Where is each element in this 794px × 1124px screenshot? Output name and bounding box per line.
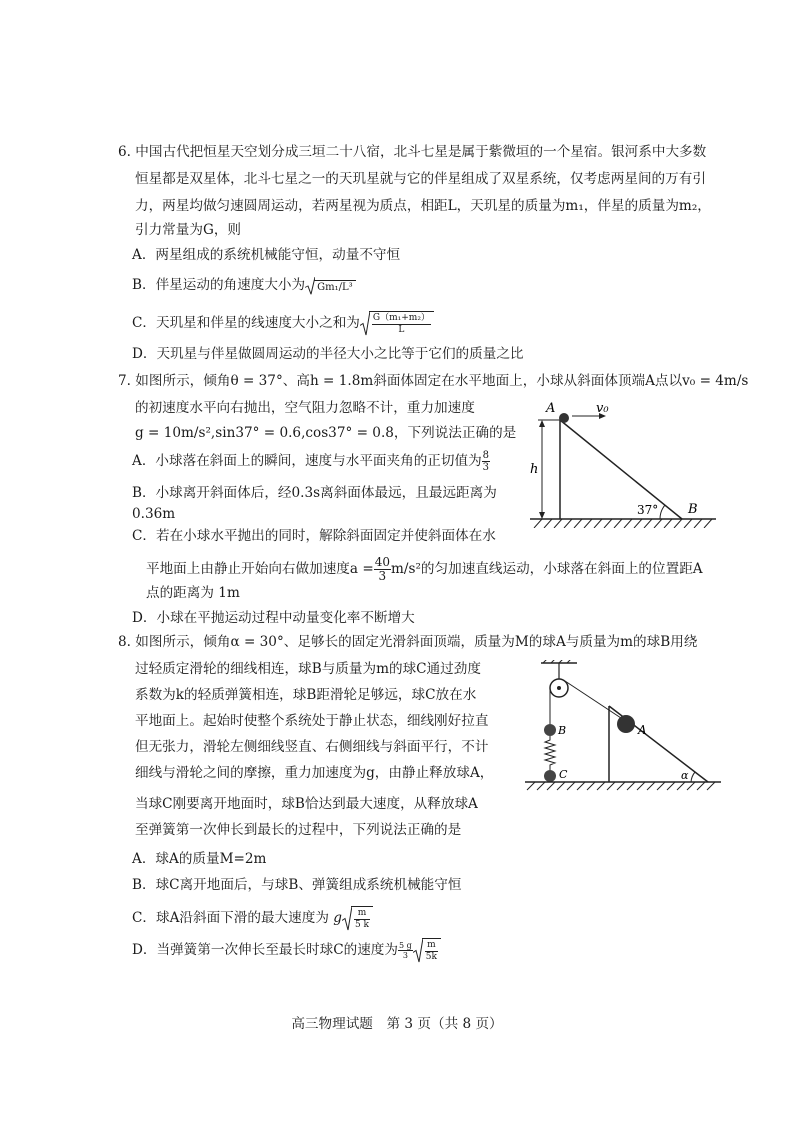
q7-option-c-line-1: C．若在小球水平抛出的同时，解除斜面固定并使斜面体在水 [132, 528, 496, 544]
q7-stem-line-3: g = 10m/s²,sin37° = 0.6,cos37° = 0.8，下列说法正确的是 [135, 425, 517, 441]
q8-option-c-g: g [333, 910, 342, 926]
q8-option-d-denominator: 5k [425, 952, 437, 962]
q7-label-h: h [530, 462, 539, 477]
q7-option-a-denominator: 3 [482, 462, 490, 473]
q6-option-b-expr: Gm₁/L³ [314, 280, 356, 293]
q7-option-b-line-1: B．小球离开斜面体后，经0.3s离斜面体最远，且最远距离为 [132, 485, 497, 501]
q8-pulley-figure [515, 660, 725, 792]
q7-ball [559, 413, 569, 423]
q8-stem-line-2: 过轻质定滑轮的细线相连，球B与质量为m的球C通过劲度 [135, 661, 481, 677]
q6-option-b-sqrt [305, 277, 356, 295]
q6-option-b [132, 276, 356, 295]
q7-label-v0: v₀ [596, 401, 609, 416]
q6-option-a: A．两星组成的系统机械能守恒，动量不守恒 [132, 247, 401, 263]
q6-option-c-denominator: L [398, 325, 405, 335]
q7-label-b: B [688, 502, 698, 517]
page-footer: 高三物理试题 第 3 页（共 8 页） [291, 1016, 503, 1032]
q6-option-c-text: C．天玑星和伴星的线速度大小之和为 [132, 315, 360, 331]
q8-stem-line-5: 但无张力，滑轮左侧细线竖直、右侧细线与斜面平行，不计 [135, 739, 489, 755]
q8-option-d-text: D．当弹簧第一次伸长至最长时球C的速度为 [132, 942, 398, 958]
q8-option-d-coef-denominator: 3 [402, 951, 408, 960]
q6-stem-line-3: 力，两星均做匀速圆周运动，若两星视为质点，相距L，天玑星的质量为m₁，伴星的质量为m₂， [135, 198, 711, 214]
q8-stem-line-8: 至弹簧第一次伸长到最长的过程中，下列说法正确的是 [135, 822, 462, 838]
q7-option-c-line-2-suffix: m/s²的匀加速直线运动，小球落在斜面上的位置距A [391, 561, 703, 577]
q7-option-b-line-2: 0.36m [132, 506, 176, 522]
q8-option-c-text: C．球A沿斜面下滑的最大速度为 [132, 910, 329, 926]
q8-option-a: A．球A的质量M=2m [132, 851, 267, 867]
q8-option-c-sqrt [342, 906, 373, 931]
q8-stem-line-7: 当球C刚要离开地面时，球B恰达到最大速度，从释放球A [135, 796, 478, 812]
q8-option-c [132, 906, 373, 931]
q8-ball-b [544, 724, 556, 736]
q8-label-c: C [559, 768, 568, 781]
q7-option-c-line-2 [146, 556, 703, 583]
q6-option-b-text: B．伴星运动的角速度大小为 [132, 277, 306, 293]
q7-incline-slope [560, 420, 682, 519]
q7-option-c-line-3: 点的距离为 1m [146, 585, 240, 601]
q8-option-b: B．球C离开地面后，与球B、弹簧组成系统机械能守恒 [132, 877, 462, 893]
q8-ball-a [617, 715, 635, 733]
q8-stem-line-1: 8. 如图所示，倾角α = 30°、足够长的固定光滑斜面顶端，质量为M的球A与质量为m的球B用绕 [118, 634, 698, 650]
q6-option-c-numerator: G（m₁+m₂） [372, 313, 430, 323]
q7-label-angle: 37° [637, 503, 659, 517]
q7-option-a-numerator: 8 [482, 450, 490, 461]
q8-ball-c [544, 770, 556, 782]
q7-option-c-fraction-denominator: 3 [378, 569, 387, 583]
q8-option-d-coef-numerator: 5 g [399, 941, 412, 950]
q7-option-a-text: A．小球落在斜面上的瞬间，速度与水平面夹角的正切值为 [132, 453, 482, 469]
q7-label-a: A [546, 401, 556, 416]
q8-option-c-numerator: m [354, 908, 370, 920]
q6-option-c [132, 311, 434, 336]
q8-stem-line-3: 系数为k的轻质弹簧相连，球B距滑轮足够远，球C放在水 [135, 687, 477, 703]
q8-option-c-denominator: 5 k [354, 920, 370, 930]
q8-option-d-numerator: m [425, 940, 438, 952]
q6-option-c-sqrt [360, 311, 434, 336]
q6-option-d: D．天玑星与伴星做圆周运动的半径大小之比等于它们的质量之比 [132, 346, 524, 362]
q7-stem-line-2: 的初速度水平向右抛出，空气阻力忽略不计，重力加速度 [135, 400, 475, 416]
q6-stem-line-1: 6. 中国古代把恒星天空划分成三垣二十八宿，北斗七星是属于紫微垣的一个星宿。银河系中大多数 [118, 144, 707, 160]
q8-stem-line-4: 平地面上。起始时使整个系统处于静止状态，细线刚好拉直 [135, 713, 489, 729]
q7-stem-line-1: 7. 如图所示，倾角θ = 37°、高h = 1.8m斜面体固定在水平地面上，小球从斜面体顶端A点以v₀ = 4m/s [118, 373, 749, 389]
q8-spring [545, 736, 555, 770]
q8-option-d-sqrt [413, 938, 441, 963]
q8-option-d [132, 938, 441, 963]
q6-stem-line-2: 恒星都是双星体，北斗七星之一的天玑星就与它的伴星组成了双星系统，仅考虑两星间的万有引 [135, 171, 706, 187]
q7-option-a [132, 450, 490, 473]
q7-incline-figure [520, 396, 720, 528]
q7-option-d: D．小球在平抛运动过程中动量变化率不断增大 [132, 610, 415, 626]
q8-stem-line-6: 细线与滑轮之间的摩擦，重力加速度为g，由静止释放球A， [135, 765, 494, 781]
q8-label-alpha: α [681, 769, 689, 782]
q7-option-c-fraction-numerator: 40 [374, 555, 391, 569]
q8-label-b: B [558, 724, 567, 737]
q6-stem-line-4: 引力常量为G，则 [135, 222, 242, 238]
q8-label-a: A [638, 723, 647, 737]
q7-option-c-line-2-prefix: 平地面上由静止开始向右做加速度a = [146, 561, 374, 577]
